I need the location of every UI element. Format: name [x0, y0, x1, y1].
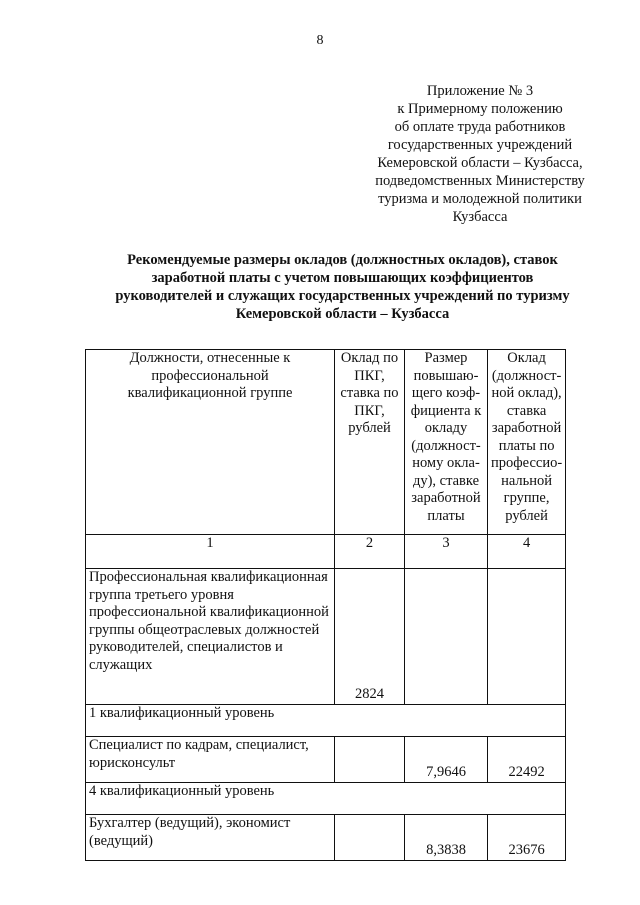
level-label: 1 квалификационный уровень — [86, 705, 566, 737]
level-row — [86, 783, 566, 815]
title-line: Кемеровской области – Кузбасса — [235, 306, 450, 322]
column-number: 1 — [86, 535, 335, 569]
appendix-line: Кузбасса — [452, 209, 508, 225]
position-coefficient: 8,3838 — [405, 815, 488, 861]
header-salary — [488, 350, 566, 535]
column-number: 3 — [405, 535, 488, 569]
appendix-line: туризма и молодежной политики — [378, 191, 582, 207]
appendix-note — [355, 82, 605, 226]
appendix-line: Приложение № 3 — [426, 83, 534, 99]
column-number: 2 — [335, 535, 405, 569]
position-name: Бухгалтер (ведущий), экономист (ведущий) — [86, 815, 335, 861]
header-coefficient — [405, 350, 488, 535]
appendix-line: об оплате труда работников — [394, 119, 566, 135]
appendix-line: государственных учреждений — [387, 137, 573, 153]
empty-cell — [335, 815, 405, 861]
header-base-salary-text: Оклад по ПКГ, ставка по ПКГ, рублей — [340, 350, 399, 436]
position-row — [86, 815, 566, 861]
level-row — [86, 705, 566, 737]
document-title — [60, 251, 625, 323]
header-base-salary — [335, 350, 405, 535]
group-name: Профессиональная квалификационная группа третьего уровня профессиональной квалификационной группы общеотраслевых должностей руководителей, специалистов и служащих — [86, 569, 335, 705]
appendix-line: Кемеровской области – Кузбасса, — [377, 155, 583, 171]
title-line: руководителей и служащих государственных учреждений по туризму — [115, 288, 570, 304]
group-row — [86, 569, 566, 705]
empty-cell — [488, 569, 566, 705]
level-label: 4 квалификационный уровень — [86, 783, 566, 815]
header-coefficient-text: Размер повышаю- щего коэф- фициента к окладу (должност- ному окла- ду), ставке заработной платы — [410, 350, 482, 524]
appendix-line: к Примерному положению — [397, 101, 563, 117]
page-number: 8 — [316, 33, 324, 48]
position-salary: 22492 — [488, 737, 566, 783]
table-header-row — [86, 350, 566, 535]
position-row — [86, 737, 566, 783]
group-base-salary: 2824 — [335, 569, 405, 705]
position-name: Специалист по кадрам, специалист, юрисконсульт — [86, 737, 335, 783]
header-salary-text: Оклад (должност- ной оклад), ставка заработной платы по профессио- нальной группе, рублей — [491, 350, 563, 524]
header-positions-text: Должности, отнесенные к профессиональной квалификационной группе — [127, 350, 293, 401]
salary-table — [85, 349, 566, 861]
title-line: Рекомендуемые размеры окладов (должностных окладов), ставок — [127, 252, 558, 268]
column-number: 4 — [488, 535, 566, 569]
position-coefficient: 7,9646 — [405, 737, 488, 783]
header-positions — [86, 350, 335, 535]
column-number-row — [86, 535, 566, 569]
empty-cell — [405, 569, 488, 705]
empty-cell — [335, 737, 405, 783]
title-line: заработной платы с учетом повышающих коэффициентов — [151, 270, 534, 286]
appendix-line: подведомственных Министерству — [375, 173, 585, 189]
position-salary: 23676 — [488, 815, 566, 861]
